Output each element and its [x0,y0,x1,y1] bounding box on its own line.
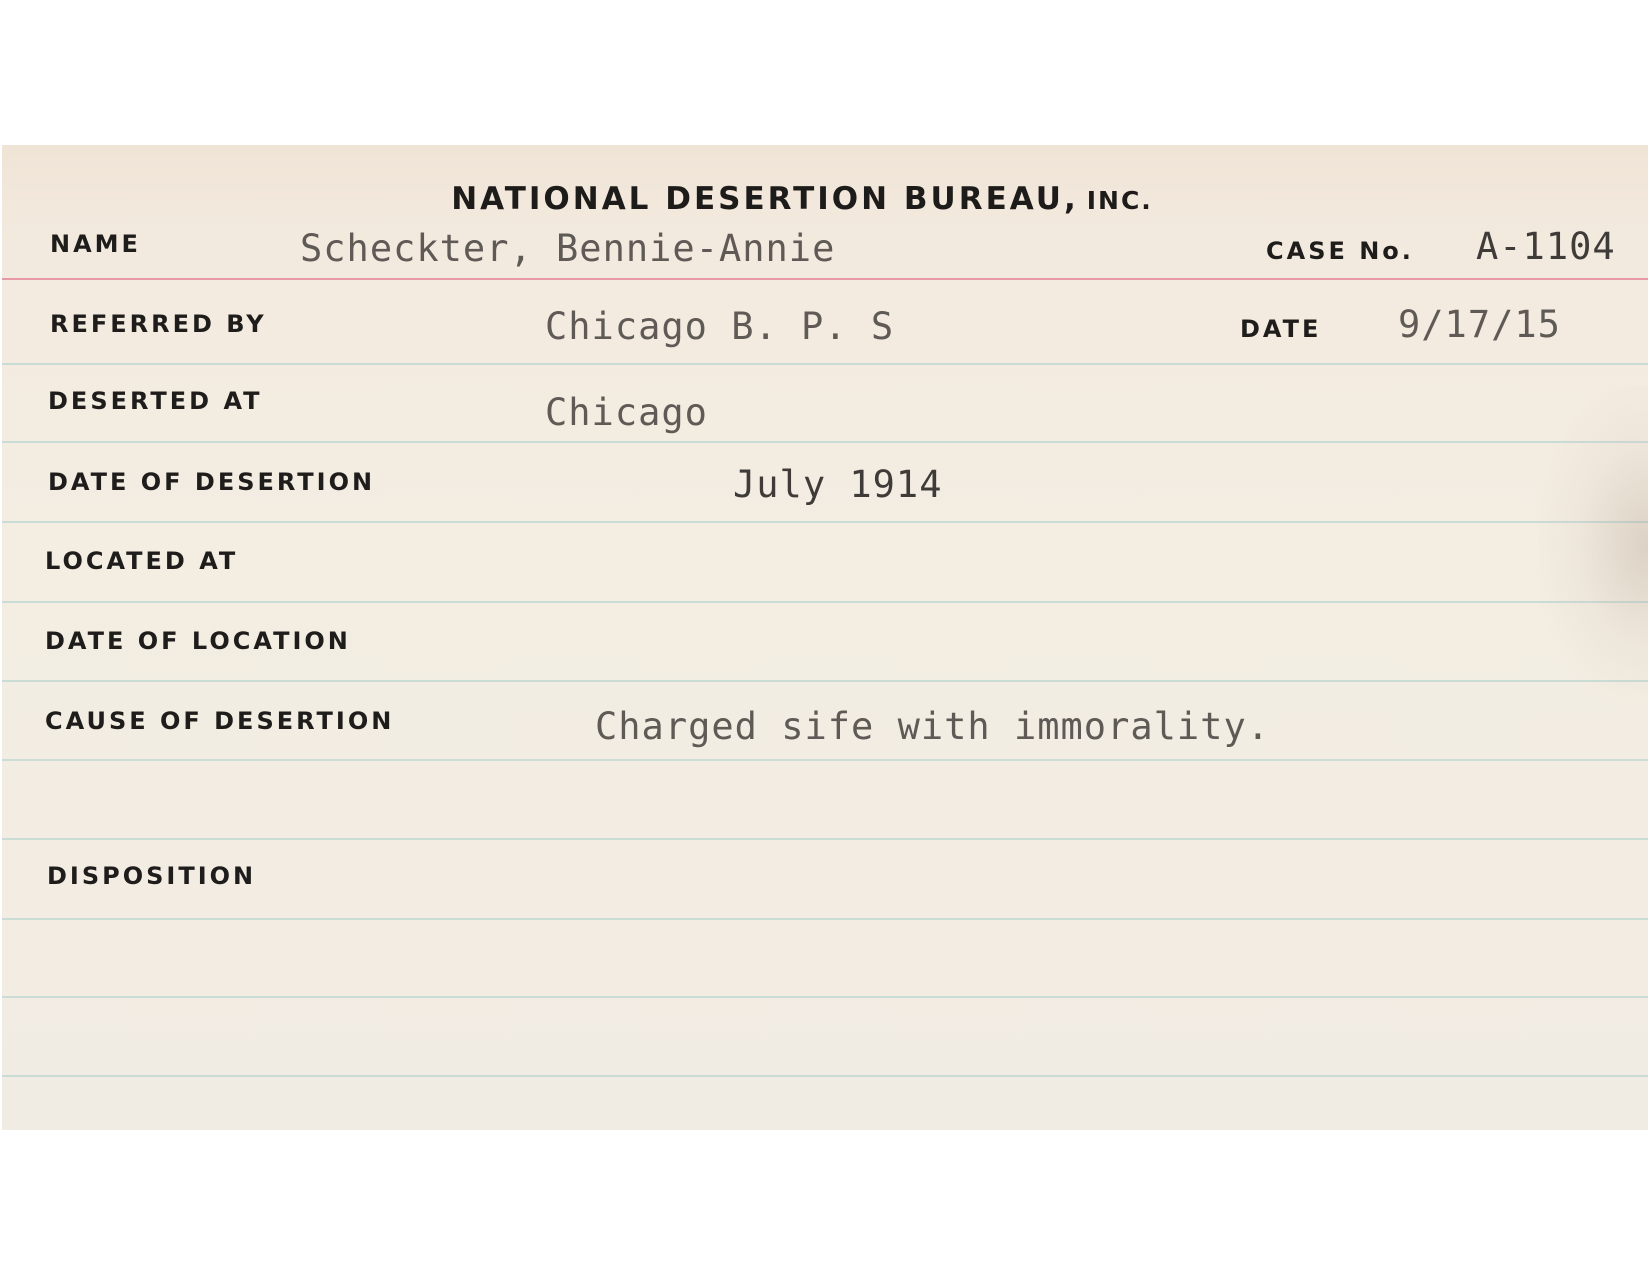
referred-by-label: REFERRED BY [50,310,267,338]
index-card [2,145,1648,1130]
cause-of-desertion-value: Charged sife with immorality. [595,705,1271,748]
name-label: NAME [50,230,141,258]
name-value: Scheckter, Bennie-Annie [300,227,836,270]
deserted-at-label: DESERTED AT [48,387,263,415]
card-title-suffix: INC. [1086,186,1153,215]
ruled-line [2,996,1648,998]
date-of-desertion-value: July 1914 [733,463,943,506]
ruled-line [2,838,1648,840]
located-at-label: LOCATED AT [45,547,239,575]
disposition-label: DISPOSITION [47,862,257,890]
ruled-line [2,1075,1648,1077]
date-of-location-label: DATE OF LOCATION [45,627,351,655]
ruled-line [2,601,1648,603]
ruled-line [2,759,1648,761]
ruled-line [2,521,1648,523]
ruled-line [2,918,1648,920]
referred-by-value: Chicago B. P. S [545,305,895,348]
date-label: DATE [1240,315,1322,343]
case-no-label: CASE No. [1266,237,1414,265]
deserted-at-value: Chicago [545,391,708,434]
card-title-text: NATIONAL DESERTION BUREAU, [451,181,1079,217]
red-ruled-line [2,278,1648,280]
date-of-desertion-label: DATE OF DESERTION [48,468,376,496]
cause-of-desertion-label: CAUSE OF DESERTION [45,707,395,735]
ruled-line [2,363,1648,365]
ruled-line [2,441,1648,443]
case-no-value: A-1104 [1476,225,1616,268]
ruled-line [2,680,1648,682]
card-title [102,181,1502,217]
date-value: 9/17/15 [1398,303,1561,346]
